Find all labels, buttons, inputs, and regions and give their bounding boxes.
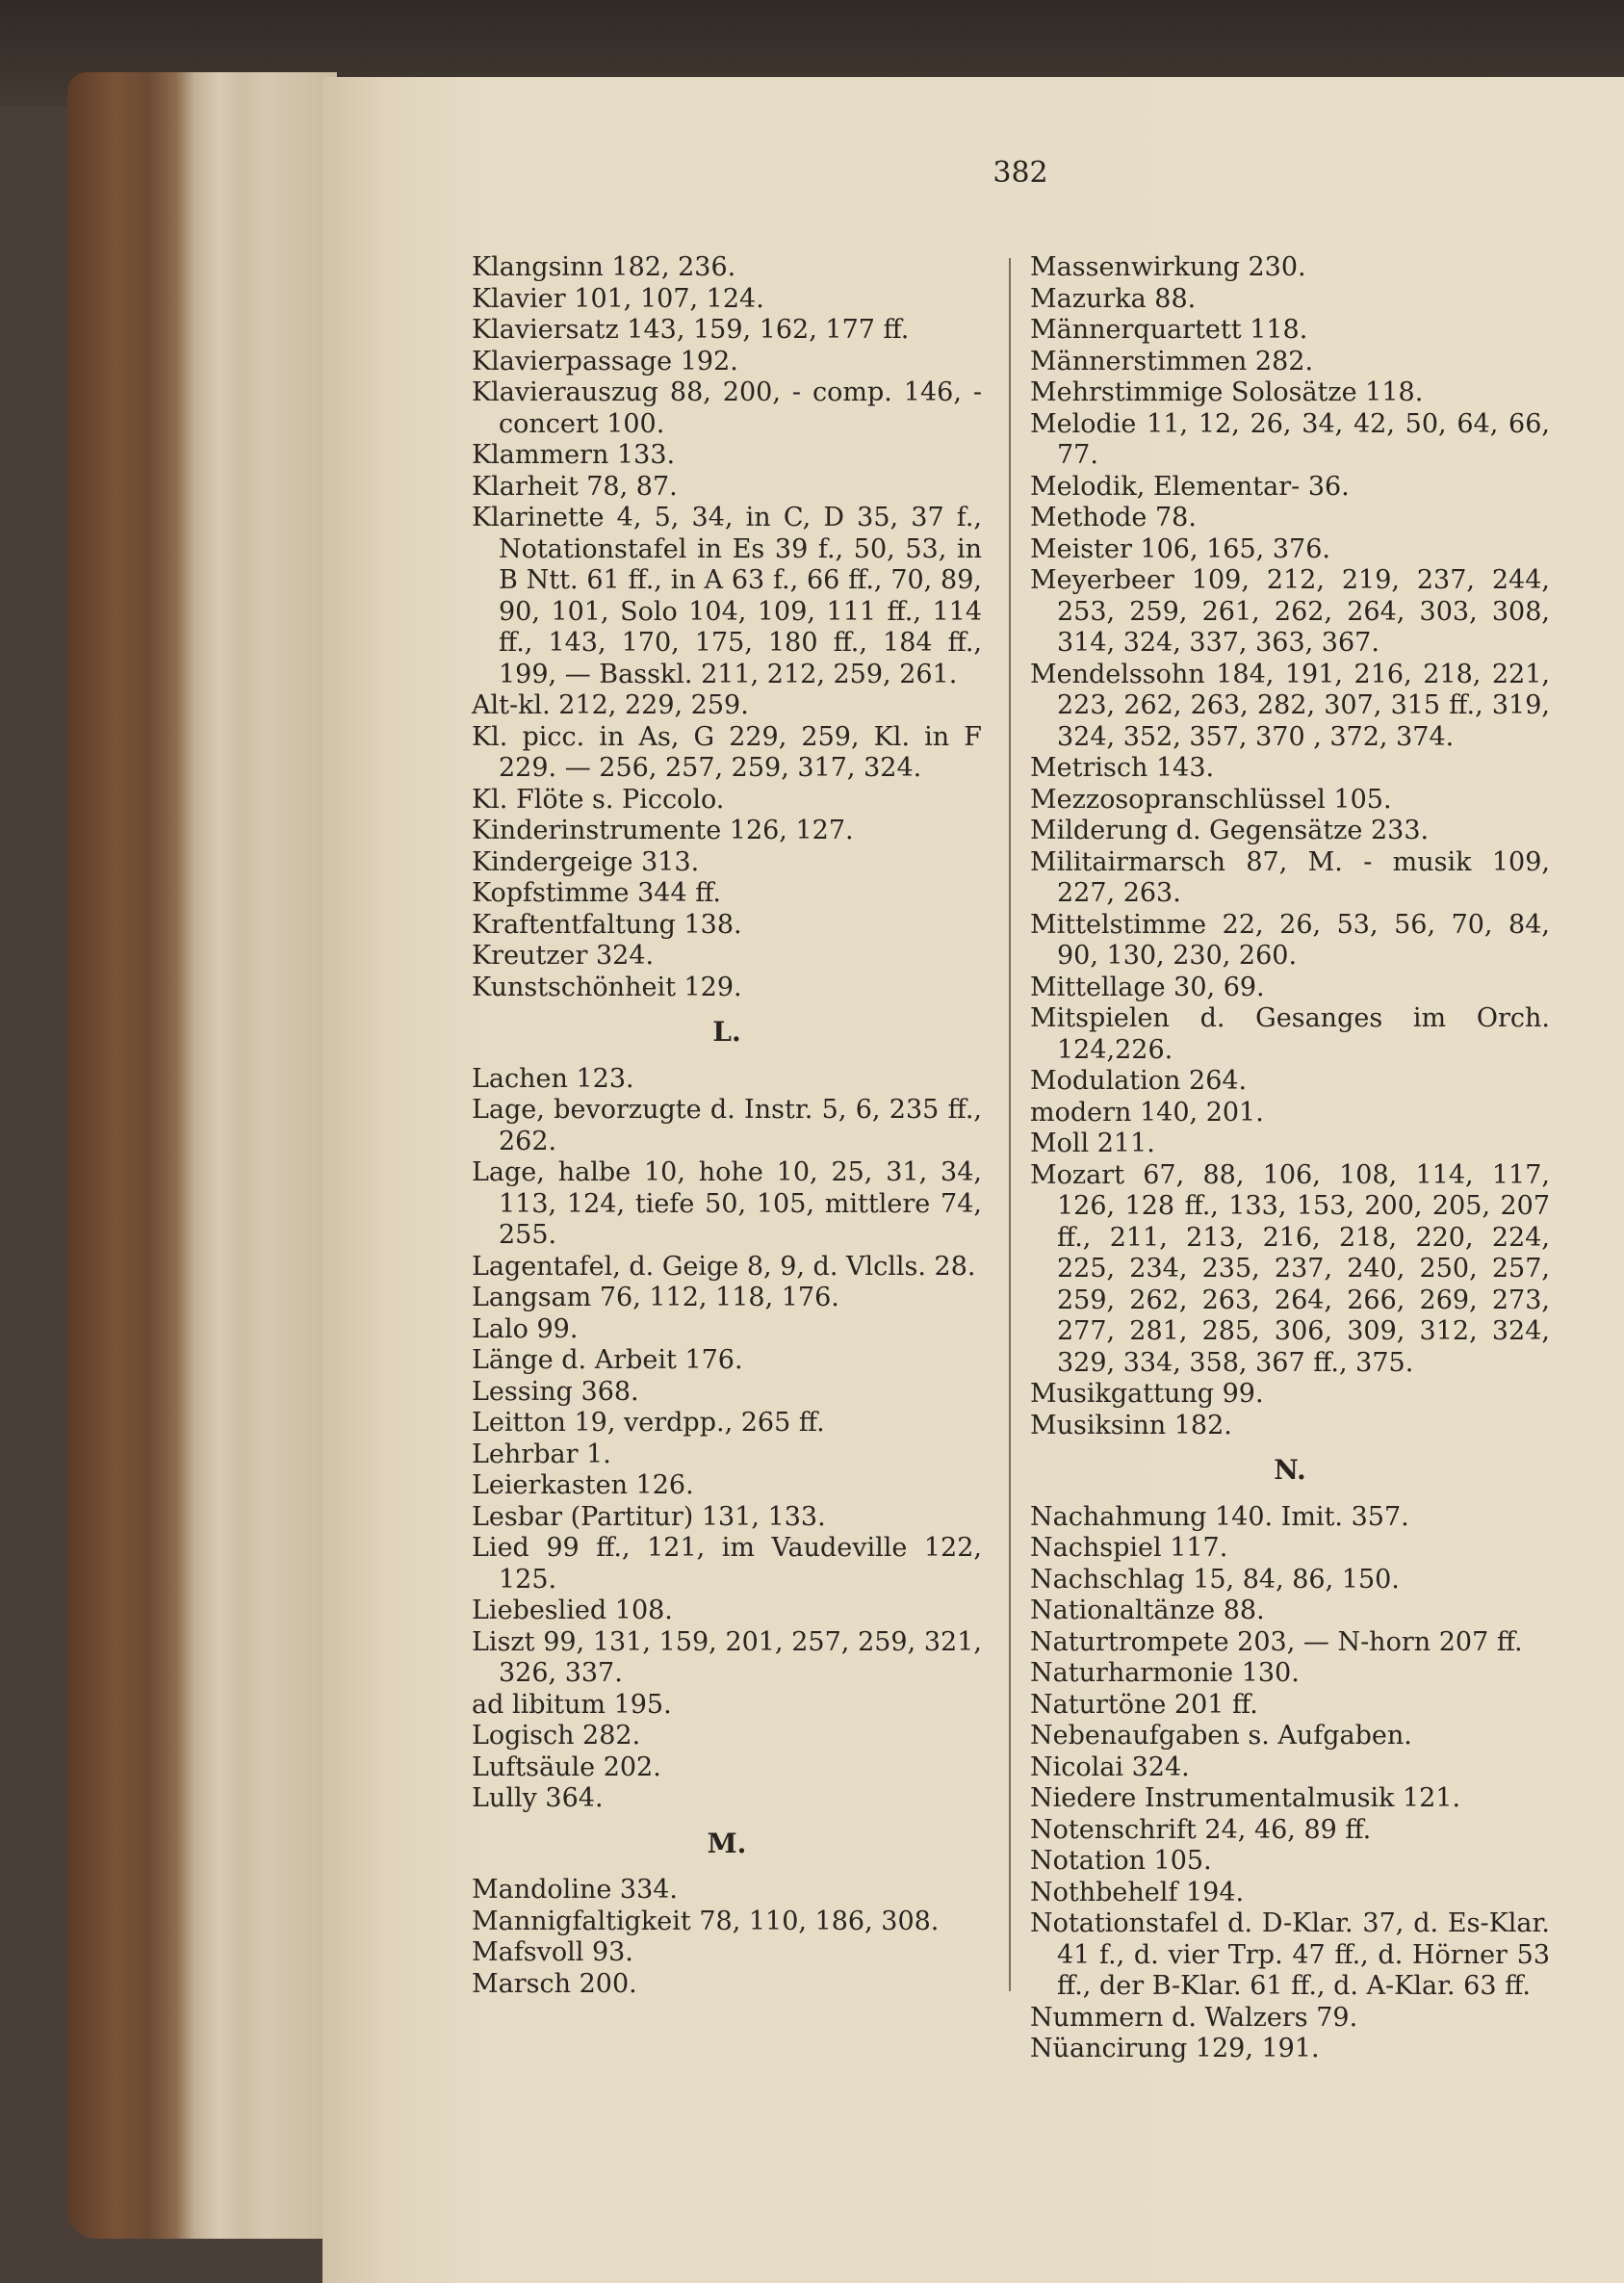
index-entry: Notation 105. <box>1030 1846 1212 1876</box>
page-number: 382 <box>992 156 1048 190</box>
index-entry: Lessing 368. <box>472 1376 639 1407</box>
index-entry: Marsch 200. <box>472 1968 637 1999</box>
index-entry: Kreutzer 324. <box>472 941 655 971</box>
index-entry: Kl. picc. in As, G 229, 259, Kl. in F 229. — 256, 257, 259, 317, 324. <box>472 721 982 783</box>
index-entry: Moll 211. <box>1030 1129 1155 1158</box>
index-entry: Langsam 76, 112, 118, 176. <box>472 1283 839 1312</box>
section-heading: N. <box>1274 1454 1306 1486</box>
index-entry: Modulation 264. <box>1030 1066 1248 1096</box>
index-entry: Alt-kl. 212, 229, 259. <box>472 690 749 720</box>
index-entry: Klavierpassage 192. <box>472 346 738 376</box>
index-entry: Mazurka 88. <box>1030 283 1197 314</box>
index-column-left <box>472 252 982 2000</box>
index-entry: Meyerbeer 109, 212, 219, 237, 244, 253, 259, 261, 262, 264, 303, 308, 314, 324, 337, 363, 367. <box>1030 565 1550 658</box>
index-entry: Klavierauszug 88, 200, - comp. 146, - concert 100. <box>472 377 982 439</box>
index-entry: Naturharmonie 130. <box>1030 1658 1300 1688</box>
index-entry: Melodie 11, 12, 26, 34, 42, 50, 64, 66, 77. <box>1030 408 1550 470</box>
index-entry: Männerstimmen 282. <box>1030 346 1314 376</box>
index-entry: Lehrbar 1. <box>472 1439 611 1469</box>
index-entry: Mafsvoll 93. <box>472 1937 633 1967</box>
index-entry: ad libitum 195. <box>472 1689 672 1720</box>
index-entry: Massenwirkung 230. <box>1030 252 1306 282</box>
index-entry: Mandoline 334. <box>472 1875 679 1905</box>
index-entry: Länge d. Arbeit 176. <box>472 1345 743 1375</box>
index-entry: Lied 99 ff., 121, im Vaudeville 122, 125. <box>472 1533 982 1595</box>
index-entry: Nothbehelf 194. <box>1030 1877 1245 1907</box>
index-entry: Leierkasten 126. <box>472 1470 694 1500</box>
section-heading: L. <box>712 1016 741 1048</box>
index-entry: Niedere Instrumentalmusik 121. <box>1030 1783 1461 1813</box>
index-entry: Meister 106, 165, 376. <box>1030 533 1330 564</box>
index-entry: Kopfstimme 344 ff. <box>472 878 722 908</box>
index-entry: Kunstschönheit 129. <box>472 972 742 1002</box>
index-entry: Nachspiel 117. <box>1030 1533 1228 1563</box>
index-entry: Kraftentfaltung 138. <box>472 909 742 940</box>
index-entry: Mittelstimme 22, 26, 53, 56, 70, 84, 90, 130, 230, 260. <box>1030 909 1550 971</box>
index-entry: Milderung d. Gegensätze 233. <box>1030 816 1430 845</box>
index-entry: Lully 364. <box>472 1783 604 1813</box>
index-entry: Mittellage 30, 69. <box>1030 972 1265 1002</box>
index-entry: Kl. Flöte s. Piccolo. <box>472 784 725 815</box>
index-entry: Militairmarsch 87, M. - musik 109, 227, 263. <box>1030 846 1550 908</box>
index-entry: Musikgattung 99. <box>1030 1379 1264 1409</box>
index-entry: Mozart 67, 88, 106, 108, 114, 117, 126, 128 ff., 133, 153, 200, 205, 207 ff., 211, 213, 216, 218, 220, 224, 225, 234, 235, 237, 240, 250, 257, 259, 262, 263, 264, 266, 269, 273, 277, 281, 285, 306, 309, 312, 324, 329, 334, 358, 367 ff., 375. <box>1030 1159 1550 1378</box>
index-entry: Nationaltänze 88. <box>1030 1596 1265 1625</box>
index-entry: Lesbar (Partitur) 131, 133. <box>472 1501 826 1532</box>
index-entry: Lage, bevorzugte d. Instr. 5, 6, 235 ff., 262. <box>472 1095 982 1156</box>
index-entry: Mannigfaltigkeit 78, 110, 186, 308. <box>472 1906 940 1936</box>
index-entry: Mehrstimmige Solosätze 118. <box>1030 377 1424 407</box>
index-entry: Nüancirung 129, 191. <box>1030 2034 1320 2063</box>
index-entry: Nachschlag 15, 84, 86, 150. <box>1030 1564 1400 1595</box>
index-entry: Luftsäule 202. <box>472 1751 661 1782</box>
index-entry: Liebeslied 108. <box>472 1596 673 1625</box>
index-entry: Mendelssohn 184, 191, 216, 218, 221, 223, 262, 263, 282, 307, 315 ff., 319, 324, 352, 357, 370 , 372, 374. <box>1030 659 1550 752</box>
section-heading: M. <box>707 1827 747 1859</box>
index-entry: Nummern d. Walzers 79. <box>1030 2002 1358 2033</box>
index-entry: Lage, halbe 10, hohe 10, 25, 31, 34, 113, 124, tiefe 50, 105, mittlere 74, 255. <box>472 1157 982 1250</box>
book-page-edges <box>67 72 337 2239</box>
index-entry: Liszt 99, 131, 159, 201, 257, 259, 321, 326, 337. <box>472 1626 982 1688</box>
index-entry: Naturtrompete 203, — N-horn 207 ff. <box>1030 1626 1523 1657</box>
index-entry: Mezzosopranschlüssel 105. <box>1030 784 1392 815</box>
index-entry: Melodik, Elementar- 36. <box>1030 471 1350 502</box>
index-entry: Kindergeige 313. <box>472 846 700 877</box>
index-column-right <box>1030 252 1550 2065</box>
index-entry: Klavier 101, 107, 124. <box>472 283 764 314</box>
index-entry: Kinderinstrumente 126, 127. <box>472 816 854 845</box>
index-entry: Klammern 133. <box>472 440 676 470</box>
index-entry: Leitton 19, verdpp., 265 ff. <box>472 1408 825 1438</box>
index-entry: Mitspielen d. Gesanges im Orch. 124,226. <box>1030 1003 1550 1065</box>
index-entry: Lachen 123. <box>472 1063 634 1094</box>
index-entry: Notenschrift 24, 46, 89 ff. <box>1030 1814 1372 1845</box>
index-entry: Nachahmung 140. Imit. 357. <box>1030 1501 1409 1532</box>
index-entry: Nicolai 324. <box>1030 1751 1190 1782</box>
index-entry: Naturtöne 201 ff. <box>1030 1689 1258 1720</box>
index-entry: Klangsinn 182, 236. <box>472 252 736 282</box>
index-entry: Notationstafel d. D-Klar. 37, d. Es-Klar. 41 f., d. vier Trp. 47 ff., d. Hörner 53 ff., der B-Klar. 61 ff., d. A-Klar. 63 ff. <box>1030 1908 1550 2001</box>
column-divider <box>1009 258 1011 1991</box>
index-entry: Methode 78. <box>1030 503 1197 532</box>
index-entry: Klarheit 78, 87. <box>472 471 678 502</box>
index-entry: Klaviersatz 143, 159, 162, 177 ff. <box>472 315 910 345</box>
index-entry: modern 140, 201. <box>1030 1097 1264 1128</box>
index-entry: Lagentafel, d. Geige 8, 9, d. Vlclls. 28. <box>472 1251 976 1282</box>
index-entry: Nebenaufgaben s. Aufgaben. <box>1030 1721 1412 1751</box>
index-entry: Klarinette 4, 5, 34, in C, D 35, 37 f., Notationstafel in Es 39 f., 50, 53, in B Ntt. 61 ff., in A 63 f., 66 ff., 70, 89, 90, 101, Solo 104, 109, 111 ff., 114 ff., 143, 170, 175, 180 ff., 184 ff., 199, — Basskl. 211, 212, 259, 261. <box>472 503 982 689</box>
index-entry: Metrisch 143. <box>1030 753 1215 783</box>
index-entry: Lalo 99. <box>472 1313 579 1344</box>
index-entry: Musiksinn 182. <box>1030 1410 1232 1440</box>
index-entry: Logisch 282. <box>472 1721 641 1751</box>
index-entry: Männerquartett 118. <box>1030 315 1308 345</box>
